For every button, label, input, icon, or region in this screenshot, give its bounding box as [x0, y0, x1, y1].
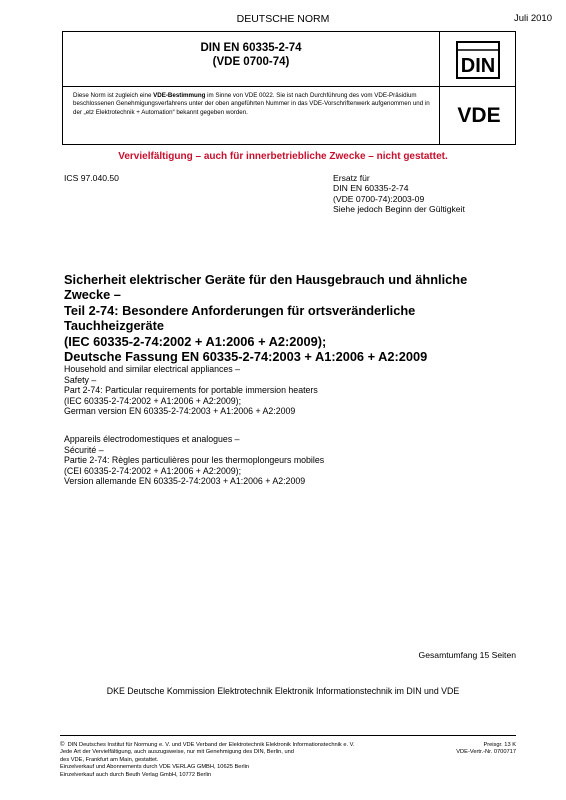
footer-line: Einzelverkauf und Abonnements durch VDE VERLAG GMBH, 10625 Berlin — [60, 764, 250, 771]
title-german-line: Tauchheizgeräte — [64, 318, 165, 334]
standard-number: DIN EN 60335-2-74 — [200, 42, 302, 54]
vde-note-pre: Diese Norm ist zugleich eine — [73, 92, 154, 99]
footer-copyright — [60, 742, 400, 779]
footer-line: © DIN Deutsches Institut für Normung e. V. und VDE Verband der Elektrotechnik Elektronik Informationstechnik e. V. — [60, 742, 355, 748]
header-box — [62, 31, 516, 145]
price-group: Preisgr. 13 K — [483, 742, 516, 748]
vde-note — [73, 92, 431, 117]
replaces-line: (VDE 0700-74):2003-09 — [333, 193, 425, 204]
dke-line: DKE Deutsche Kommission Elektrotechnik Elektronik Informationstechnik im DIN und VDE — [106, 686, 460, 696]
title-german — [64, 272, 524, 364]
title-english-line: Household and similar electrical appliances – — [64, 364, 241, 374]
title-german-line: Teil 2-74: Besondere Anforderungen für ortsveränderliche — [64, 302, 416, 318]
title-french — [64, 434, 514, 487]
vde-logo-text: VDE — [457, 104, 501, 126]
title-french-line: Sécurité – — [64, 444, 104, 455]
footer-line: des VDE, Frankfurt am Main, gestattet. — [60, 756, 159, 763]
footer-line: Einzelverkauf auch durch Beuth Verlag GmbH, 10772 Berlin — [60, 771, 212, 778]
title-french-line: (CEI 60335-2-74:2002 + A1:2006 + A2:2009); — [64, 465, 242, 476]
replaces-line: DIN EN 60335-2-74 — [333, 183, 409, 194]
copyright-icon: © — [60, 742, 65, 748]
ics-code: ICS 97.040.50 — [64, 173, 119, 183]
publication-date: Juli 2010 — [513, 13, 552, 24]
vde-number: (VDE 0700-74) — [212, 56, 290, 68]
replaces-line: Siehe jedoch Beginn der Gültigkeit — [333, 204, 465, 215]
replaces-block — [333, 173, 465, 215]
title-german-line: (IEC 60335-2-74:2002 + A1:2006 + A2:2009); — [64, 333, 327, 349]
title-english — [64, 364, 514, 417]
title-german-line: Sicherheit elektrischer Geräte für den Hausgebrauch und ähnliche — [64, 272, 468, 287]
vde-note-post: im Sinne von VDE 0022. Sie ist nach Durchführung des vom VDE-Präsidium beschlossenen Genehmigungsverfahrens unter der oben angeführten Nummer in das VDE-Vorschriftenwerk aufgenommen und in der „etz Elektrotechnik + Automation“ bekannt gegeben worden. — [73, 92, 430, 116]
header-divider-vertical — [439, 32, 440, 144]
vde-note-bold: VDE-Bestimmung — [153, 92, 206, 99]
standard-title-block — [63, 41, 439, 69]
footer-line: Jede Art der Vervielfältigung, auch auszugsweise, nur mit Genehmigung des DIN, Berlin, und — [60, 749, 294, 756]
din-logo — [456, 41, 500, 79]
title-french-line: Appareils électrodomestiques et analogues – — [64, 434, 240, 444]
title-english-line: Safety – — [64, 374, 97, 385]
title-french-line: Version allemande EN 60335-2-74:2003 + A1:2006 + A2:2009 — [64, 476, 306, 487]
footer-price — [396, 742, 516, 757]
vde-contract-number: VDE-Vertr.-Nr. 0700717 — [456, 749, 516, 756]
norm-label: DEUTSCHE NORM — [236, 13, 330, 25]
title-english-line: Part 2-74: Particular requirements for portable immersion heaters — [64, 385, 318, 396]
title-english-line: (IEC 60335-2-74:2002 + A1:2006 + A2:2009); — [64, 395, 242, 406]
header-divider-horizontal — [63, 86, 515, 87]
title-german-line: Deutsche Fassung EN 60335-2-74:2003 + A1:2006 + A2:2009 — [64, 349, 428, 365]
din-logo-text: DIN — [460, 55, 496, 77]
footer-divider — [60, 735, 516, 736]
reproduction-warning: Vervielfältigung – auch für innerbetriebliche Zwecke – nicht gestattet. — [118, 151, 448, 162]
title-german-line: Zwecke – — [64, 287, 121, 303]
replaces-line: Ersatz für — [333, 173, 370, 183]
title-english-line: German version EN 60335-2-74:2003 + A1:2006 + A2:2009 — [64, 406, 296, 417]
vde-logo — [450, 104, 508, 126]
title-french-line: Partie 2-74: Règles particulières pour les thermoplongeurs mobiles — [64, 455, 325, 466]
total-pages: Gesamtumfang 15 Seiten — [418, 650, 516, 660]
